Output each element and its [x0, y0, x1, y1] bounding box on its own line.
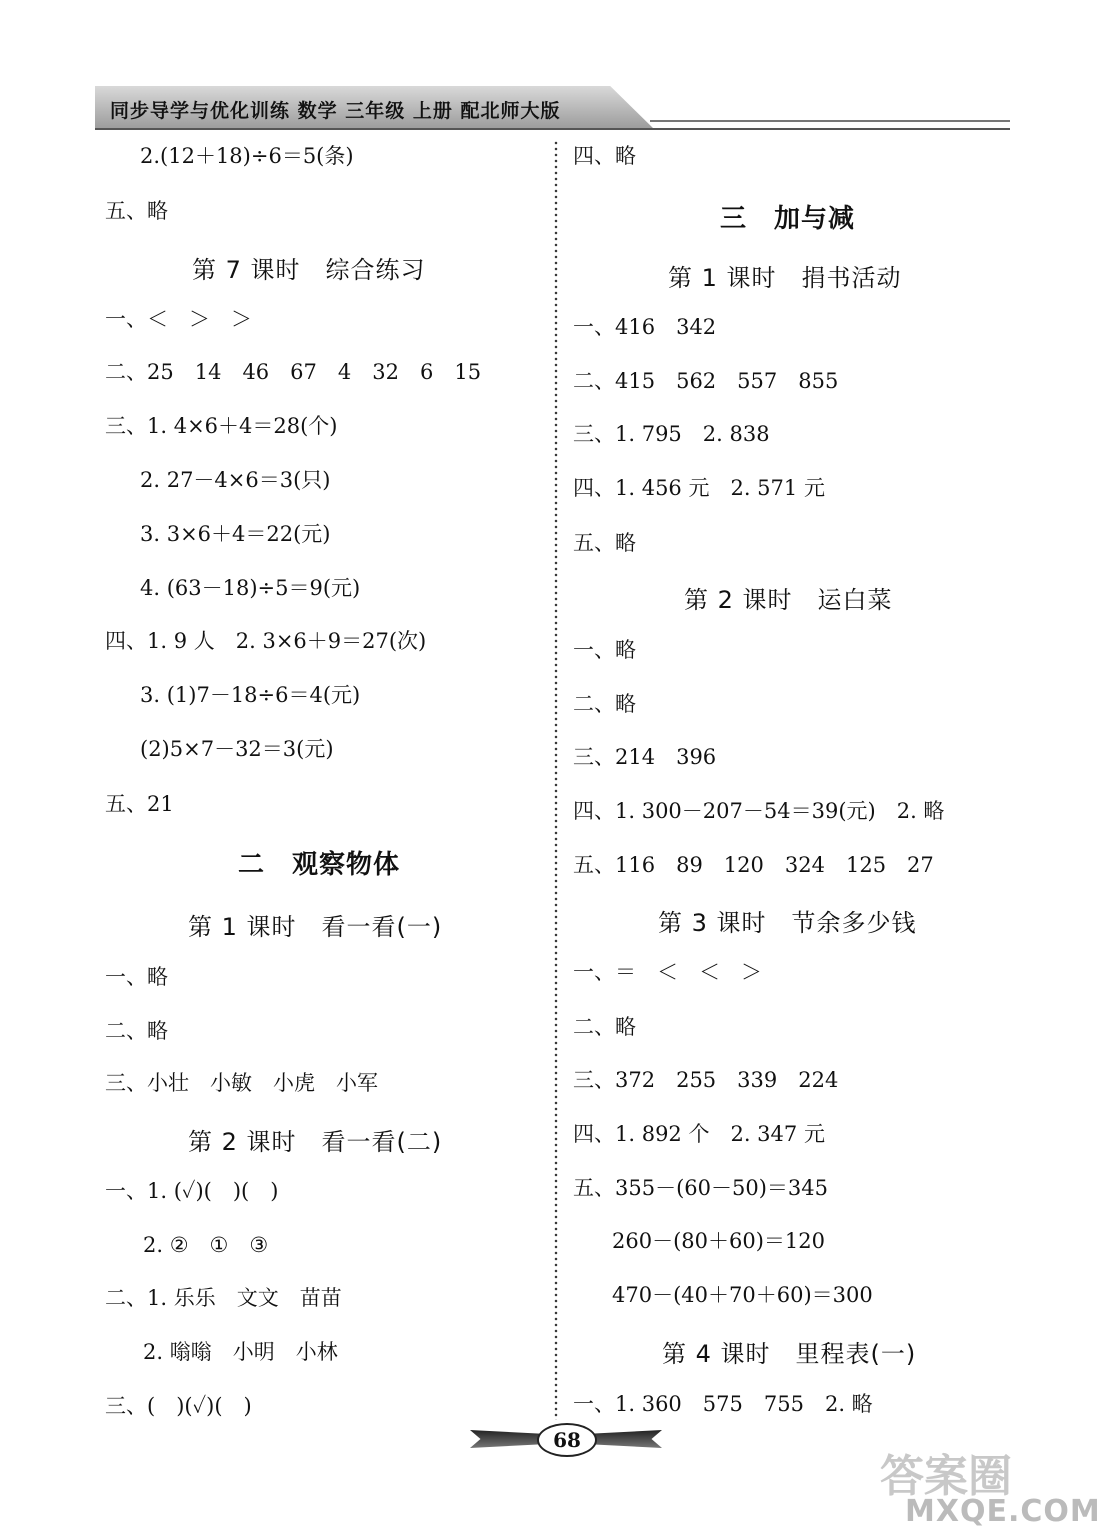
lesson-title: 第 2 课时 看一看(二) — [188, 1128, 443, 1156]
watermark-url: MXQE.COM — [905, 1494, 1101, 1529]
answer-line: 三、1. 4×6＋4＝28(个) — [105, 414, 338, 438]
answer-line: 二、415 562 557 855 — [573, 369, 839, 393]
answer-line: 五、略 — [105, 199, 168, 223]
header-rule — [95, 128, 1010, 130]
lesson-title: 第 3 课时 节余多少钱 — [658, 909, 917, 937]
answer-line: 一、1. (✓)( )( ) — [105, 1179, 279, 1203]
answer-line: 二、25 14 46 67 4 32 6 15 — [105, 360, 482, 384]
answer-line: 五、略 — [573, 531, 636, 555]
answer-line: 三、1. 795 2. 838 — [573, 422, 770, 446]
lesson-title: 第 1 课时 捐书活动 — [668, 264, 902, 292]
answer-line: 一、＝ ＜ ＜ ＞ — [573, 960, 762, 984]
answer-line: 四、1. 456 元 2. 571 元 — [573, 476, 825, 500]
answer-line: 一、416 342 — [573, 315, 717, 339]
answer-line: 一、1. 360 575 755 2. 略 — [573, 1392, 873, 1416]
footer-ribbon-left — [470, 1430, 540, 1448]
answer-line: 一、略 — [105, 965, 168, 989]
watermark-logo: 答案圈 — [880, 1451, 1012, 1502]
answer-line: 三、214 396 — [573, 745, 717, 769]
column-divider — [554, 140, 558, 1420]
answer-line: 四、略 — [573, 144, 636, 168]
answer-line: (2)5×7－32＝3(元) — [140, 737, 334, 761]
answer-line: 三、( )(✓)( ) — [105, 1394, 252, 1418]
answer-line: 260－(80＋60)＝120 — [612, 1229, 825, 1253]
lesson-title: 第 4 课时 里程表(一) — [662, 1340, 917, 1368]
answer-line: 五、355－(60－50)＝345 — [573, 1176, 828, 1200]
answer-line: 4. (63－18)÷5＝9(元) — [140, 576, 361, 600]
answer-line: 二、略 — [573, 692, 636, 716]
answer-line: 二、1. 乐乐 文文 苗苗 — [105, 1286, 342, 1310]
answer-line: 三、372 255 339 224 — [573, 1068, 839, 1092]
answer-line: 四、1. 300－207－54＝39(元) 2. 略 — [573, 799, 945, 823]
answer-line: 二、略 — [105, 1019, 168, 1043]
header-rule-upper — [650, 120, 1010, 122]
answer-line: 2.(12＋18)÷6＝5(条) — [140, 144, 354, 168]
answer-line: 一、略 — [573, 638, 636, 662]
answer-line: 四、1. 892 个 2. 347 元 — [573, 1122, 825, 1146]
answer-line: 470－(40＋70＋60)＝300 — [612, 1283, 873, 1307]
answer-line: 一、＜ ＞ ＞ — [105, 307, 252, 331]
answer-line: 二、略 — [573, 1015, 636, 1039]
lesson-title: 第 1 课时 看一看(一) — [188, 913, 443, 941]
section-title: 二 观察物体 — [238, 850, 401, 880]
answer-line: 3. (1)7－18÷6＝4(元) — [140, 683, 361, 707]
answer-line: 五、21 — [105, 792, 174, 816]
answer-line: 三、小壮 小敏 小虎 小军 — [105, 1071, 378, 1095]
lesson-title: 第 7 课时 综合练习 — [192, 256, 426, 284]
answer-line: 2. ② ① ③ — [143, 1233, 269, 1257]
answer-line: 2. 嗡嗡 小明 小林 — [143, 1340, 338, 1364]
answer-line: 2. 27－4×6＝3(只) — [140, 468, 331, 492]
answer-line: 3. 3×6＋4＝22(元) — [140, 522, 331, 546]
section-title: 三 加与减 — [720, 204, 856, 234]
answer-line: 五、116 89 120 324 125 27 — [573, 853, 934, 877]
header-title: 同步导学与优化训练 数学 三年级 上册 配北师大版 — [110, 100, 561, 122]
footer-ribbon-right — [592, 1430, 662, 1448]
lesson-title: 第 2 课时 运白菜 — [684, 586, 893, 614]
answer-line: 四、1. 9 人 2. 3×6＋9＝27(次) — [105, 629, 427, 653]
page-number: 68 — [537, 1423, 597, 1457]
